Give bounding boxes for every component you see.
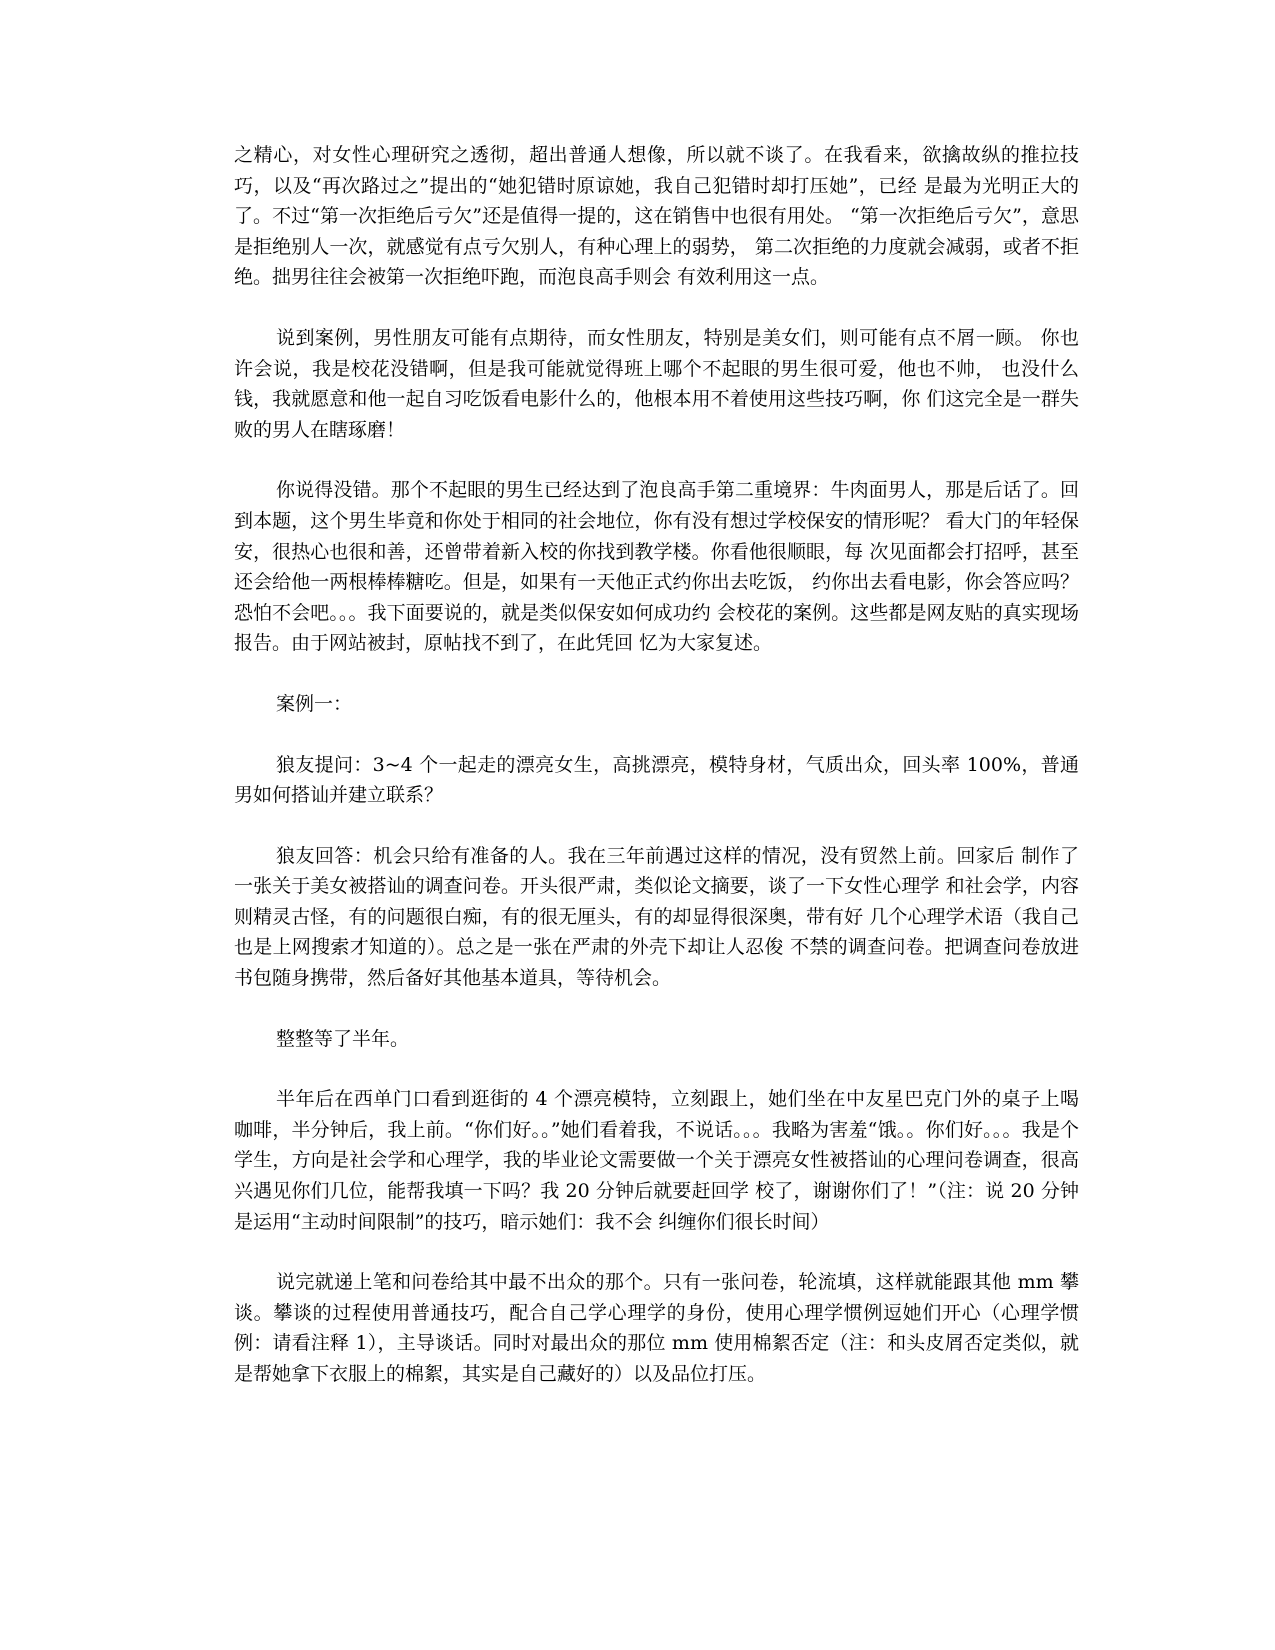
paragraph: 狼友回答：机会只给有准备的人。我在三年前遇过这样的情况，没有贸然上前。回家后 制作了一张关于美女被搭讪的调查问卷。开头很严肃，类似论文摘要，谈了一下女性心理学 和社会学，内容则精灵古怪，有的问题很白痴，有的很无厘头，有的却显得很深奥，带有好 几个心理学术语（我自己也是上网搜索才知道的）。总之是一张在严肃的外壳下却让人忍俊 不禁的调查问卷。把调查问卷放进书包随身携带，然后备好其他基本道具，等待机会。 (234, 844, 1079, 990)
paragraph: 说到案例，男性朋友可能有点期待，而女性朋友，特别是美女们，则可能有点不屑一顾。 你也许会说，我是校花没错啊，但是我可能就觉得班上哪个不起眼的男生很可爱，他也不帅， 也没什么钱，我就愿意和他一起自习吃饭看电影什么的，他根本用不着使用这些技巧啊，你 们这完全是一群失败的男人在瞎琢磨！ (234, 326, 1079, 441)
paragraph: 说完就递上笔和问卷给其中最不出众的那个。只有一张问卷，轮流填，这样就能跟其他 mm 攀谈。攀谈的过程使用普通技巧，配合自己学心理学的身份，使用心理学惯例逗她们开心（心理学惯例：请看注释 1），主导谈话。同时对最出众的那位 mm 使用棉絮否定（注：和头皮屑否定类似，就是帮她拿下衣服上的棉絮，其实是自己藏好的）以及品位打压。 (234, 1271, 1079, 1385)
paragraph: 半年后在西单门口看到逛街的 4 个漂亮模特，立刻跟上，她们坐在中友星巴克门外的桌子上喝咖啡，半分钟后，我上前。“你们好。。”她们看着我，不说话。。。我略为害羞“饿。。你们好。。。我是个学生，方向是社会学和心理学，我的毕业论文需要做一个关于漂亮女性被搭讪的心理问卷调查，很高兴遇见你们几位，能帮我填一下吗？我 20 分钟后就要赶回学 校了，谢谢你们了！”（注：说 20 分钟是运用“主动时间限制”的技巧，暗示她们：我不会 纠缠你们很长时间） (234, 1088, 1079, 1233)
paragraph: 之精心，对女性心理研究之透彻，超出普通人想像，所以就不谈了。在我看来，欲擒故纵的推拉技巧，以及“再次路过之”提出的“她犯错时原谅她，我自己犯错时却打压她”，已经 是最为光明正大的了。不过“第一次拒绝后亏欠”还是值得一提的，这在销售中也很有用处。 “第一次拒绝后亏欠”，意思是拒绝别人一次，就感觉有点亏欠别人，有种心理上的弱势， 第二次拒绝的力度就会减弱，或者不拒绝。拙男往往会被第一次拒绝吓跑，而泡良高手则会 有效利用这一点。 (234, 144, 1079, 289)
paragraph: 狼友提问：3~4 个一起走的漂亮女生，高挑漂亮，模特身材，气质出众，回头率 100%，普通男如何搭讪并建立联系？ (234, 753, 1079, 807)
paragraph: 整整等了半年。 (276, 1027, 410, 1050)
section-heading: 案例一： (276, 692, 353, 715)
paragraph: 你说得没错。那个不起眼的男生已经达到了泡良高手第二重境界：牛肉面男人，那是后话了。回到本题，这个男生毕竟和你处于相同的社会地位，你有没有想过学校保安的情形呢？ 看大门的年轻保安，很热心也很和善，还曾带着新入校的你找到教学楼。你看他很顺眼，每 次见面都会打招呼，甚至还会给他一两根棒棒糖吃。但是，如果有一天他正式约你出去吃饭， 约你出去看电影，你会答应吗？恐怕不会吧。。。我下面要说的，就是类似保安如何成功约 会校花的案例。这些都是网友贴的真实现场报告。由于网站被封，原帖找不到了，在此凭回 忆为大家复述。 (234, 479, 1079, 655)
document-page (234, 140, 1079, 1420)
